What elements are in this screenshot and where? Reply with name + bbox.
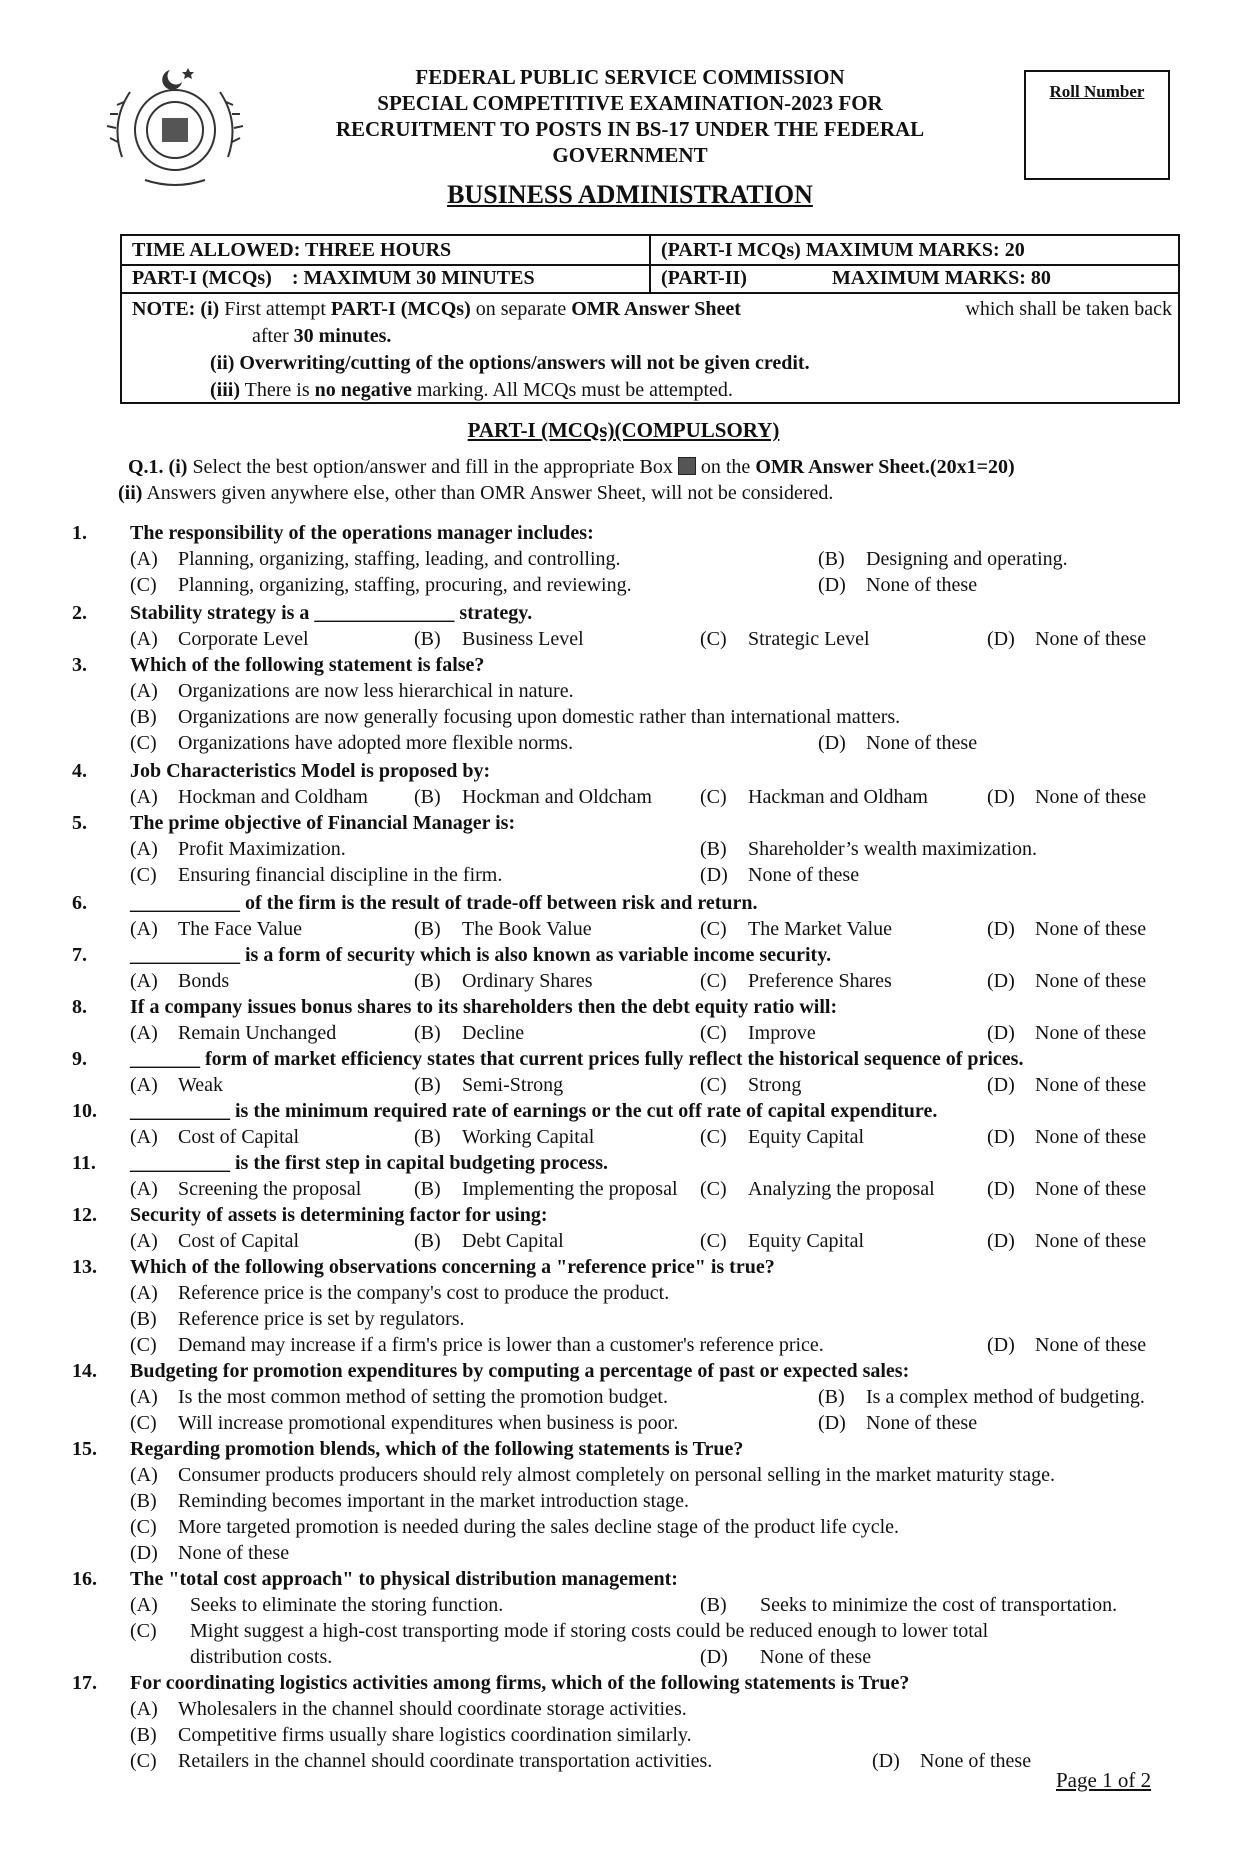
option-label: (C) <box>130 1620 157 1642</box>
option-label: (D) <box>987 1022 1015 1044</box>
option-text: Bonds <box>178 970 230 992</box>
option-label: (D) <box>987 628 1015 650</box>
option-label: (C) <box>700 970 727 992</box>
option-label: (B) <box>414 786 441 808</box>
option-label: (D) <box>818 574 846 596</box>
option-label: (A) <box>130 1464 158 1486</box>
option-text: Reference price is the company's cost to produce the product. <box>178 1282 670 1304</box>
option-label: (B) <box>414 628 441 650</box>
option-text: None of these <box>1035 1126 1147 1148</box>
option-label: (C) <box>130 574 157 596</box>
option-text: Retailers in the channel should coordinate transportation activities. <box>178 1750 713 1772</box>
option-text: Strong <box>748 1074 802 1096</box>
option-text: Might suggest a high-cost transporting mode if storing costs could be reduced enough to lower total <box>190 1620 989 1642</box>
option-label: (A) <box>130 1230 158 1252</box>
part2-max-marks: MAXIMUM MARKS: 80 <box>832 267 1051 289</box>
option-text: Corporate Level <box>178 628 309 650</box>
question-text: Job Characteristics Model is proposed by: <box>130 760 491 782</box>
option-label: (A) <box>130 548 158 570</box>
option-text: Cost of Capital <box>178 1230 300 1252</box>
option-label: (C) <box>700 1230 727 1252</box>
question-number: 10. <box>72 1100 97 1122</box>
option-label: (A) <box>130 1698 158 1720</box>
option-text: Seeks to eliminate the storing function. <box>190 1594 504 1616</box>
option-label: (C) <box>700 786 727 808</box>
option-text: Cost of Capital <box>178 1126 300 1148</box>
option-label: (D) <box>987 918 1015 940</box>
option-text: Working Capital <box>462 1126 595 1148</box>
option-text: Reference price is set by regulators. <box>178 1308 465 1330</box>
option-label: (B) <box>130 1490 157 1512</box>
option-label: (C) <box>130 1412 157 1434</box>
question-text: The responsibility of the operations manager includes: <box>130 522 594 544</box>
option-text: Wholesalers in the channel should coordinate storage activities. <box>178 1698 687 1720</box>
option-label: (D) <box>987 1178 1015 1200</box>
option-text: Screening the proposal <box>178 1178 362 1200</box>
option-label: (A) <box>130 970 158 992</box>
option-text: None of these <box>1035 1178 1147 1200</box>
option-label: (B) <box>414 1178 441 1200</box>
option-text: Preference Shares <box>748 970 892 992</box>
option-label: (C) <box>700 1074 727 1096</box>
option-label: (C) <box>700 1178 727 1200</box>
question-text: _______ form of market efficiency states that current prices fully reflect the historical sequence of prices. <box>130 1048 1024 1070</box>
option-text: Debt Capital <box>462 1230 564 1252</box>
exam-note: NOTE: (i) First attempt PART-I (MCQs) on separate OMR Answer Sheet which shall be taken back after 30 minutes. (ii) Overwriting/cutting of the options/answers will not be given credit. (iii) There is no negative marking. All MCQs must be attempted. <box>132 298 1172 401</box>
option-text: Equity Capital <box>748 1230 865 1252</box>
option-label: (C) <box>130 732 157 754</box>
option-label: (C) <box>130 1516 157 1538</box>
question-number: 13. <box>72 1256 97 1278</box>
question-text: Regarding promotion blends, which of the following statements is True? <box>130 1438 744 1460</box>
option-text: None of these <box>866 732 978 754</box>
question-text: __________ is the first step in capital budgeting process. <box>130 1152 608 1174</box>
question-text: For coordinating logistics activities among firms, which of the following statements is True? <box>130 1672 910 1694</box>
option-label: (B) <box>414 918 441 940</box>
option-label: (B) <box>818 1386 845 1408</box>
option-text: Profit Maximization. <box>178 838 346 860</box>
option-text: Ordinary Shares <box>462 970 593 992</box>
option-label: (C) <box>700 1126 727 1148</box>
option-text: None of these <box>1035 918 1147 940</box>
option-label: (B) <box>414 1022 441 1044</box>
option-label: (C) <box>700 628 727 650</box>
option-label: (B) <box>130 706 157 728</box>
option-label: (C) <box>130 864 157 886</box>
option-text: More targeted promotion is needed during the sales decline stage of the product life cycle. <box>178 1516 900 1538</box>
option-text: None of these <box>866 574 978 596</box>
option-text: None of these <box>178 1542 290 1564</box>
option-text: Planning, organizing, staffing, procuring, and reviewing. <box>178 574 632 596</box>
option-label: (B) <box>700 1594 727 1616</box>
option-text: Designing and operating. <box>866 548 1068 570</box>
exam-info-box <box>120 234 1180 404</box>
question-text: ___________ of the firm is the result of trade-off between risk and return. <box>130 892 758 914</box>
question-number: 8. <box>72 996 87 1018</box>
mcq-time-limit: PART-I (MCQs) : MAXIMUM 30 MINUTES <box>132 267 535 289</box>
question-number: 3. <box>72 654 87 676</box>
option-label: (A) <box>130 1386 158 1408</box>
option-text: Hackman and Oldham <box>748 786 928 808</box>
option-text: None of these <box>866 1412 978 1434</box>
option-text: Decline <box>462 1022 525 1044</box>
option-label: (D) <box>987 1074 1015 1096</box>
part-title: PART-I (MCQs)(COMPULSORY) <box>467 418 780 442</box>
part1-max-marks: (PART-I MCQs) MAXIMUM MARKS: 20 <box>661 239 1025 261</box>
option-label: (A) <box>130 1074 158 1096</box>
question-number: 14. <box>72 1360 97 1382</box>
option-label: (C) <box>700 1022 727 1044</box>
option-label: (D) <box>987 1230 1015 1252</box>
option-label: (D) <box>700 1646 728 1668</box>
option-text: None of these <box>1035 1230 1147 1252</box>
option-label: (A) <box>130 786 158 808</box>
question-text: Security of assets is determining factor for using: <box>130 1204 548 1226</box>
subject-title: BUSINESS ADMINISTRATION <box>447 180 813 209</box>
option-text: Organizations are now less hierarchical in nature. <box>178 680 574 702</box>
option-text: None of these <box>920 1750 1032 1772</box>
exam-header <box>300 64 960 168</box>
option-text: None of these <box>1035 786 1147 808</box>
option-label: (A) <box>130 1126 158 1148</box>
option-text: distribution costs. <box>190 1646 333 1668</box>
option-label: (B) <box>130 1724 157 1746</box>
option-text: None of these <box>1035 970 1147 992</box>
fpsc-emblem-icon <box>100 62 250 192</box>
option-text: None of these <box>1035 1074 1147 1096</box>
option-label: (A) <box>130 1282 158 1304</box>
question-number: 6. <box>72 892 87 914</box>
question-number: 5. <box>72 812 87 834</box>
option-label: (B) <box>414 1230 441 1252</box>
option-text: Remain Unchanged <box>178 1022 337 1044</box>
instruction-ii: (ii) Answers given anywhere else, other than OMR Answer Sheet, will not be considered. <box>118 482 834 504</box>
option-text: None of these <box>748 864 860 886</box>
question-number: 12. <box>72 1204 97 1226</box>
question-number: 15. <box>72 1438 97 1460</box>
page-number: Page 1 of 2 <box>1056 1768 1152 1792</box>
option-label: (A) <box>130 838 158 860</box>
option-text: Planning, organizing, staffing, leading, and controlling. <box>178 548 621 570</box>
option-text: Strategic Level <box>748 628 870 650</box>
option-text: The Book Value <box>462 918 592 940</box>
header-line-3: RECRUITMENT TO POSTS IN BS-17 UNDER THE FEDERAL <box>335 117 925 141</box>
option-text: Ensuring financial discipline in the firm. <box>178 864 503 886</box>
time-allowed: TIME ALLOWED: THREE HOURS <box>132 239 452 261</box>
option-label: (B) <box>414 970 441 992</box>
question-number: 2. <box>72 602 87 624</box>
option-text: Analyzing the proposal <box>748 1178 935 1200</box>
option-label: (B) <box>700 838 727 860</box>
question-text: __________ is the minimum required rate of earnings or the cut off rate of capital expenditure. <box>130 1100 938 1122</box>
part2-label: (PART-II) <box>661 267 747 289</box>
option-text: Consumer products producers should rely almost completely on personal selling in the market maturity stage. <box>178 1464 1056 1486</box>
option-label: (B) <box>414 1126 441 1148</box>
option-label: (A) <box>130 918 158 940</box>
option-label: (B) <box>130 1308 157 1330</box>
question-number: 9. <box>72 1048 87 1070</box>
question-number: 4. <box>72 760 87 782</box>
option-label: (C) <box>700 918 727 940</box>
header-line-2: SPECIAL COMPETITIVE EXAMINATION-2023 FOR <box>377 91 883 115</box>
option-text: Organizations are now generally focusing upon domestic rather than international matters. <box>178 706 901 728</box>
question-text: Which of the following observations concerning a "reference price" is true? <box>130 1256 775 1278</box>
option-label: (A) <box>130 680 158 702</box>
note-ii: (ii) Overwriting/cutting of the options/answers will not be given credit. <box>210 352 810 374</box>
option-text: None of these <box>1035 628 1147 650</box>
option-text: Business Level <box>462 628 584 650</box>
option-text: Organizations have adopted more flexible norms. <box>178 732 574 754</box>
question-text: The prime objective of Financial Manager is: <box>130 812 516 834</box>
question-text: Budgeting for promotion expenditures by computing a percentage of past or expected sales: <box>130 1360 910 1382</box>
option-text: Semi-Strong <box>462 1074 564 1096</box>
option-label: (D) <box>818 1412 846 1434</box>
option-label: (C) <box>130 1750 157 1772</box>
option-text: Will increase promotional expenditures when business is poor. <box>178 1412 679 1434</box>
option-text: Weak <box>178 1074 224 1096</box>
question-number: 7. <box>72 944 87 966</box>
question-text: Stability strategy is a ______________ strategy. <box>130 602 533 624</box>
option-text: Is a complex method of budgeting. <box>866 1386 1145 1408</box>
option-label: (A) <box>130 1594 158 1616</box>
option-label: (B) <box>414 1074 441 1096</box>
question-number: 1. <box>72 522 87 544</box>
omr-box-icon <box>678 457 696 475</box>
question-text: Which of the following statement is false? <box>130 654 485 676</box>
option-text: Shareholder’s wealth maximization. <box>748 838 1037 860</box>
option-label: (D) <box>987 970 1015 992</box>
option-label: (A) <box>130 1022 158 1044</box>
option-text: None of these <box>760 1646 872 1668</box>
option-text: Competitive firms usually share logistics coordination similarly. <box>178 1724 692 1746</box>
option-text: Implementing the proposal <box>462 1178 678 1200</box>
roll-number-box: Roll Number <box>1024 70 1170 180</box>
option-label: (D) <box>987 786 1015 808</box>
option-text: Demand may increase if a firm's price is lower than a customer's reference price. <box>178 1334 824 1356</box>
option-text: None of these <box>1035 1334 1147 1356</box>
question-number: 17. <box>72 1672 97 1694</box>
option-label: (A) <box>130 1178 158 1200</box>
option-text: Reminding becomes important in the market introduction stage. <box>178 1490 689 1512</box>
option-label: (D) <box>872 1750 900 1772</box>
option-label: (D) <box>700 864 728 886</box>
option-text: Is the most common method of setting the promotion budget. <box>178 1386 668 1408</box>
option-text: Equity Capital <box>748 1126 865 1148</box>
option-text: Hockman and Coldham <box>178 786 368 808</box>
question-text: If a company issues bonus shares to its shareholders then the debt equity ratio will: <box>130 996 838 1018</box>
option-text: None of these <box>1035 1022 1147 1044</box>
instruction-i: Q.1. (i) Select the best option/answer and fill in the appropriate Box on the OMR Answer Sheet.(20x1=20) <box>128 456 1015 478</box>
question-number: 16. <box>72 1568 97 1590</box>
option-label: (C) <box>130 1334 157 1356</box>
option-text: Hockman and Oldcham <box>462 786 652 808</box>
option-text: Improve <box>748 1022 816 1044</box>
option-text: The Face Value <box>178 918 303 940</box>
option-text: The Market Value <box>748 918 893 940</box>
header-line-4: GOVERNMENT <box>552 143 708 167</box>
question-number: 11. <box>72 1152 96 1174</box>
option-label: (D) <box>987 1126 1015 1148</box>
header-line-1: FEDERAL PUBLIC SERVICE COMMISSION <box>415 65 845 89</box>
option-label: (D) <box>130 1542 158 1564</box>
question-text: The "total cost approach" to physical distribution management: <box>130 1568 678 1590</box>
option-label: (D) <box>818 732 846 754</box>
option-label: (A) <box>130 628 158 650</box>
option-label: (B) <box>818 548 845 570</box>
question-text: ___________ is a form of security which is also known as variable income security. <box>130 944 832 966</box>
option-text: Seeks to minimize the cost of transportation. <box>760 1594 1118 1616</box>
option-label: (D) <box>987 1334 1015 1356</box>
